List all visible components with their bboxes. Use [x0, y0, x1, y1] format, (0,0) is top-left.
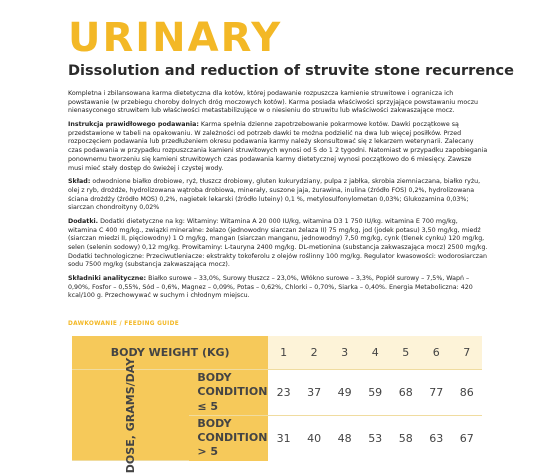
additives-paragraph — [68, 218, 488, 270]
dose-cell: 37 — [299, 370, 330, 416]
condition-label: BODY CONDITION ≤ 5 — [189, 370, 268, 416]
dose-cell: 49 — [329, 370, 360, 416]
dose-cell: 63 — [421, 415, 452, 460]
weight-cell: 5 — [390, 336, 421, 370]
condition-label: BODY CONDITION > 5 — [189, 415, 268, 460]
dose-cell: 67 — [451, 415, 482, 460]
weight-cell: 1 — [268, 336, 299, 370]
dose-cell: 59 — [360, 370, 391, 416]
analytical-heading: Składniki analityczne: — [68, 275, 147, 283]
description-body — [68, 90, 488, 306]
dose-cell: 53 — [360, 415, 391, 460]
instructions-text: Karma spełnia dzienne zapotrzebowanie pokarmowe kotów. Dawki początkowe są przedstawione w tabeli na opakowaniu. W zależności od potrzeb dawki te można podzielić na dwa lub więcej posiłków. Przed rozpoczęciem podawania lub przedłużeniem okresu podawania karmy należy skonsultować się z lekarzem weterynarii. Zalecany czas podawania w przypadku rozpuszczania kamieni struwitowych wynosi od 5 do 1 2 tygodni. Natomiast w przypadku zapobiegania ponownemu tworzeniu się kamieni struwitowych czas podawania karmy dietetycznej wynosi początkowo do 6 miesięcy. Zawsze musi mieć stały dostęp do świeżej i czystej wody. — [68, 121, 488, 172]
dose-cell: 40 — [299, 415, 330, 460]
dose-cell: 77 — [421, 370, 452, 416]
table-row — [72, 370, 482, 416]
composition-paragraph — [68, 178, 488, 213]
instructions-heading: Instrukcja prawidłowego podawania: — [68, 121, 199, 129]
dose-cell: 48 — [329, 415, 360, 460]
feeding-guide-label: DAWKOWANIE / FEEDING GUIDE — [68, 321, 180, 327]
intro-paragraph: Kompletna i zbilansowana karma dietetyczna dla kotów, której podawanie rozpuszcza kamienie struwitowe i ogranicza ich powstawanie (w przebiegu choroby dolnych dróg moczowych kotów). Karma posiada właściwości sprzyjające powstawaniu moczu nienasyconego struwitem lub właściwości metastabilizujące w o niesieniu do struwitu lub właściwości zakwaszające mocz. — [68, 90, 479, 115]
dose-side-label: DOSE, GRAMS/DAY — [72, 370, 189, 461]
dose-cell: 31 — [268, 415, 299, 460]
product-subtitle: Dissolution and reduction of struvite stone recurrence — [68, 63, 514, 79]
weight-cell: 7 — [451, 336, 482, 370]
composition-heading: Skład: — [68, 178, 91, 186]
weight-header: BODY WEIGHT (KG) — [72, 336, 268, 370]
dose-cell: 68 — [390, 370, 421, 416]
feeding-table — [72, 336, 482, 473]
weight-cell: 3 — [329, 336, 360, 370]
composition-text: odwodnione białko drobiowe, ryż, tłuszcz drobiowy, gluten kukurydziany, pulpa z jabłka, skrobia ziemniaczana, białko ryżu, olej z ryb, drożdże, hydrolizowana wątroba drobiowa, minerały, suszone jaja, żurawina, inulina (źródło FOS) 0,2%, hydrolizowana ściana drożdży (źródło MOS) 0,2%, nagietek lekarski (źródło luteiny) 0,1 %, metylosulfonylometan 0,03%; Glukozamina 0,03%; siarczan chondroityny 0,02% — [68, 178, 481, 212]
analytical-text: Białko surowe – 33,0%, Surowy tłuszcz – 23,0%, Włókno surowe – 3,3%, Popiół surowy – 7,5%, Wapń – 0,90%, Fosfor – 0,55%, Sód – 0,6%, Magnez – 0,09%, Potas – 0,62%, Chlorki – 0,70%, Siarka – 0,40%. Energia Metaboliczna: 420 kcal/100 g. Przechowywać w suchym i chłodnym miejscu. — [68, 275, 473, 300]
dose-cell: 23 — [268, 370, 299, 416]
instructions-paragraph — [68, 121, 488, 173]
additives-text: Dodatki dietetyczne na kg: Witaminy: Witamina A 20 000 IU/kg, witamina D3 1 750 IU/kg. witamina E 700 mg/kg, witamina C 400 mg/kg., związki mineralne: żelazo (jednowodny siarczan żelaza II) 75 mg/kg, jod (jodek potasu) 3,50 mg/kg, miedź (siarczan miedzi II, pięciowodny) 1 O mg/kg, mangan (siarczan manganu, jednowodny) 7,50 mg/kg, cynk (tlenek cynku) 120 mg/kg, selen (selenin sodowy) 0,12 mg/kg. Prowitaminy: L-tauryna 2400 mg/kg. DL-metionina (substancja zakwaszająca mocz) 2500 mg/kg. Dodatki technologiczne: Przeciwutleniacze: ekstrakty tokoferolu z olejów roślinny 100 mg/kg. Regulator kwasowości: wodorosiarczan sodu 7500 mg/kg (substancja zakwaszająca mocz). — [68, 217, 488, 269]
weight-cell: 4 — [360, 336, 391, 370]
weight-cell: 6 — [421, 336, 452, 370]
analytical-paragraph — [68, 275, 488, 301]
product-title: URINARY — [68, 15, 283, 61]
dose-cell: 86 — [451, 370, 482, 416]
weight-cell: 2 — [299, 336, 330, 370]
dose-cell: 58 — [390, 415, 421, 460]
additives-heading: Dodatki. — [68, 217, 99, 225]
